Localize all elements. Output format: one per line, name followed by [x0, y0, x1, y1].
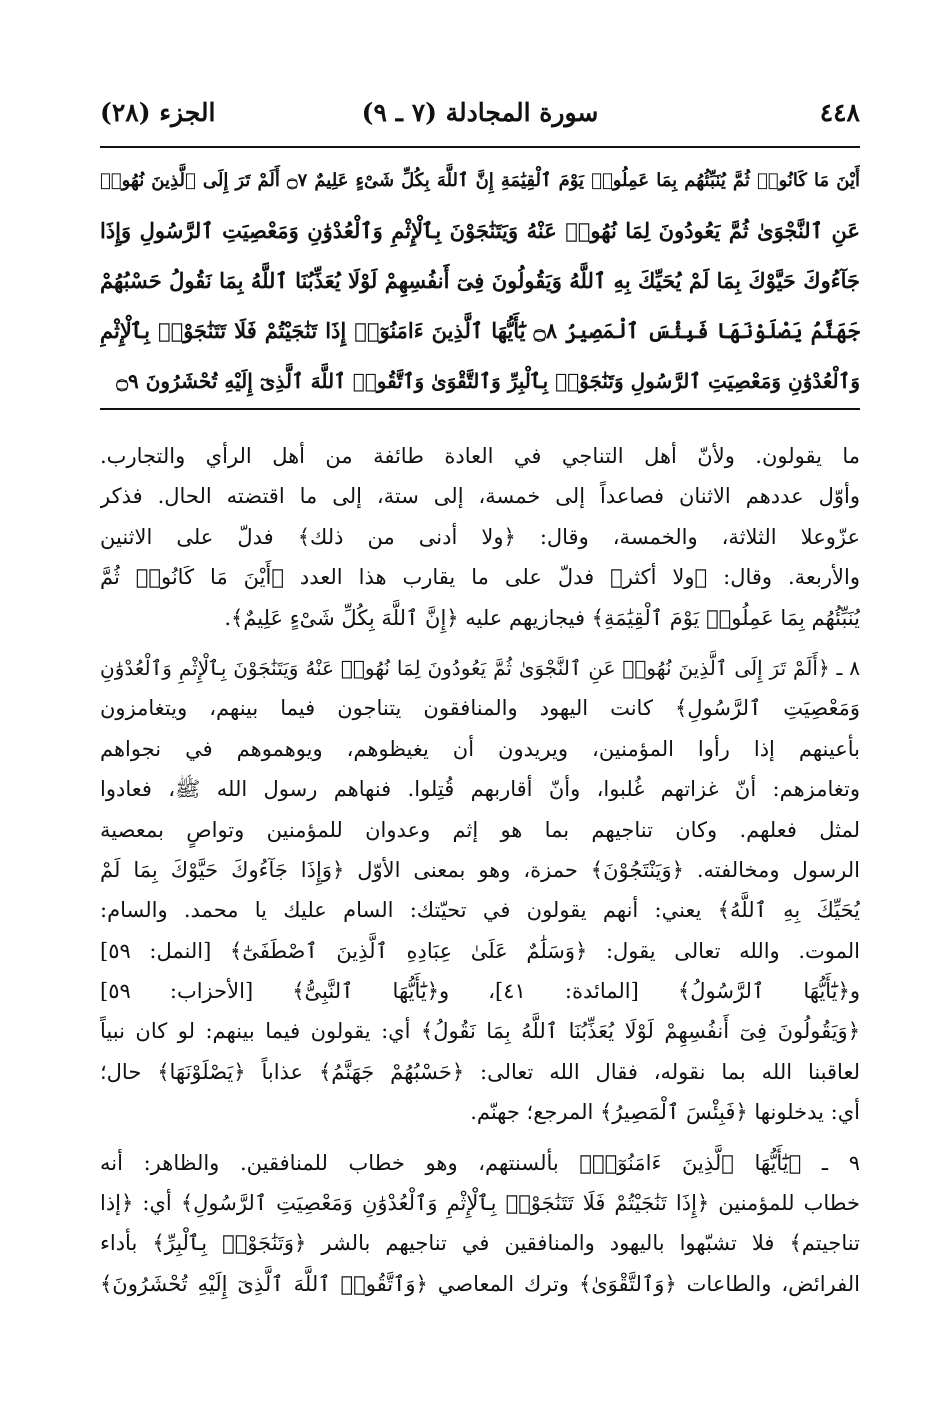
- commentary-line: يُحَيِّكَ بِهِ ٱللَّهُ﴾ يعني: أنهم يقولون في تحيّتك: السام عليك يا محمد. والسام:: [100, 898, 860, 923]
- commentary-line: خطاب للمؤمنين ﴿إِذَا تَنَٰجَيْتُمْ فَلَا تَتَنَٰجَوْا۟ بِٱلْإِثْمِ وَٱلْعُدْوَٰنِ وَمَعْصِيَتِ ٱلرَّسُولِ﴾ أي: ﴿إذا: [100, 1191, 860, 1216]
- commentary-line: وتغامزهم: أنّ غزاتهم غُلبوا، وأنّ أقاربهم قُتِلوا. فنهاهم رسول الله ﷺ، فعادوا: [100, 777, 860, 802]
- commentary-line: لمثل فعلهم. وكان تناجيهم بما هو إثم وعدوان للمؤمنين وتواصٍ بمعصية: [100, 817, 860, 842]
- juz-label: الجزء (٢٨): [100, 98, 216, 127]
- commentary-line: وأوّل عددهم الاثنان فصاعداً إلى خمسة، إلى ستة، إلى ما اقتضته الحال. فذكر: [100, 484, 860, 509]
- verse-line: وَٱلْعُدْوَٰنِ وَمَعْصِيَتِ ٱلرَّسُولِ وَتَنَٰجَوْا۟ بِٱلْبِرِّ وَٱلتَّقْوَىٰ وَٱتَّقُوا۟ ٱللَّهَ ٱلَّذِىٓ إِلَيْهِ تُحْشَرُونَ ۝٩: [116, 369, 860, 393]
- commentary-line: ما يقولون. ولأنّ أهل التناجي في العادة طائفة من أهل الرأي والتجارب.: [100, 444, 860, 468]
- commentary-line: وَمَعْصِيَتِ ٱلرَّسُولِ﴾ كانت اليهود والمنافقون يتناجون فيما بينهم، ويتغامزون: [100, 696, 860, 721]
- verses-divider: [100, 408, 860, 410]
- commentary-line: والأربعة. وقال: ﴿ولا أكثر﴾ فدلّ على ما يقارب هذا العدد ﴿أَيْنَ مَا كَانُوا۟ ثُمَّ: [100, 565, 860, 590]
- commentary-line: الفرائض، والطاعات ﴿وَٱلتَّقْوَىٰ﴾ وترك المعاصي ﴿وَٱتَّقُوا۟ ٱللَّهَ ٱلَّذِىٓ إِلَيْهِ تُحْشَرُونَ﴾: [100, 1271, 860, 1296]
- commentary-line: ﴿وَيَقُولُونَ فِىٓ أَنفُسِهِمْ لَوْلَا يُعَذِّبُنَا ٱللَّهُ بِمَا نَقُولُ﴾ أي: يقولون فيما بينهم: لو كان نبياً: [100, 1019, 860, 1044]
- commentary-line: و﴿يَٰٓأَيُّهَا ٱلرَّسُولُ﴾ [المائدة: ٤١]، و﴿يَٰٓأَيُّهَا ٱلنَّبِىُّ﴾ [الأحزاب: ٥٩]: [100, 979, 860, 1004]
- commentary-text: [100, 436, 860, 1304]
- commentary-line: ٨ ـ ﴿أَلَمْ تَرَ إِلَى ٱلَّذِينَ نُهُوا۟ عَنِ ٱلنَّجْوَىٰ ثُمَّ يَعُودُونَ لِمَا نُهُوا۟ عَنْهُ وَيَتَنَٰجَوْنَ بِٱلْإِثْمِ وَٱلْعُدْوَٰنِ: [100, 655, 860, 680]
- verse-line: جَهَنَّمُ يَصْلَوْنَهَا فَبِئْسَ ٱلْمَصِيرُ ۝٨ يَٰٓأَيُّهَا ٱلَّذِينَ ءَامَنُوٓا۟ إِذَا تَنَٰجَيْتُمْ فَلَا تَتَنَٰجَوْا۟ بِٱلْإِثْمِ: [100, 318, 860, 343]
- commentary-line: أي: يدخلونها ﴿فَبِئْسَ ٱلْمَصِيرُ﴾ المرجع؛ جهنّم.: [470, 1100, 860, 1125]
- commentary-line: يُنَبِّئُهُم بِمَا عَمِلُوا۟ يَوْمَ ٱلْقِيَٰمَةِ﴾ فيجازيهم عليه ﴿إِنَّ ٱللَّهَ بِكُلِّ شَىْءٍ عَلِيمٌ﴾.: [224, 605, 860, 630]
- verse-line: أَيْنَ مَا كَانُوا۟ ثُمَّ يُنَبِّئُهُم بِمَا عَمِلُوا۟ يَوْمَ ٱلْقِيَٰمَةِ إِنَّ ٱللَّهَ بِكُلِّ شَىْءٍ عَلِيمٌ ۝٧ أَلَمْ تَرَ إِلَى ٱلَّذِينَ نُهُوا۟: [100, 170, 860, 191]
- commentary-line: عزّوعلا الثلاثة، والخمسة، وقال: ﴿ولا أدنى من ذلك﴾ فدلّ على الاثنين: [100, 524, 860, 549]
- commentary-line: لعاقبنا الله بما نقوله، فقال الله تعالى: ﴿حَسْبُهُمْ جَهَنَّمُ﴾ عذاباً ﴿يَصْلَوْنَهَا﴾ حال؛: [100, 1059, 860, 1084]
- page-header: [100, 98, 860, 142]
- commentary-line: الموت. والله تعالى يقول: ﴿وَسَلَٰمٌ عَلَىٰ عِبَادِهِ ٱلَّذِينَ ٱصْطَفَىٰٓ﴾ [النمل: ٥٩]: [100, 938, 860, 963]
- commentary-line: الرسول ومخالفته. ﴿وَيَنْتَجُوْنَ﴾ حمزة، وهو بمعنى الأوّل ﴿وَإِذَا جَآءُوكَ حَيَّوْكَ بِمَا لَمْ: [100, 857, 860, 882]
- commentary-line: بأعينهم إذا رأوا المؤمنين، ويريدون أن يغيظوهم، ويوهموهم في نجواهم: [100, 736, 860, 761]
- header-divider: [100, 146, 860, 148]
- commentary-line: ٩ ـ ﴿يَٰٓأَيُّهَا ٱلَّذِينَ ءَامَنُوٓا۟﴾ بألسنتهم، وهو خطاب للمنافقين. والظاهر: أنه: [100, 1150, 860, 1175]
- page-number: ٤٤٨: [819, 98, 860, 127]
- verse-line: جَآءُوكَ حَيَّوْكَ بِمَا لَمْ يُحَيِّكَ بِهِ ٱللَّهُ وَيَقُولُونَ فِىٓ أَنفُسِهِمْ لَوْلَا يُعَذِّبُنَا ٱللَّهُ بِمَا نَقُولُ حَسْبُهُمْ: [100, 268, 860, 293]
- quran-verses-block: [100, 156, 860, 406]
- sura-title: سورة المجادلة (٧ ـ ٩): [361, 98, 599, 127]
- commentary-line: تناجيتم﴾ فلا تشبّهوا باليهود والمنافقين في تناجيهم بالشر ﴿وَتَنَٰجَوْا۟ بِٱلْبِرِّ﴾ بأداء: [100, 1231, 860, 1256]
- verse-line: عَنِ ٱلنَّجْوَىٰ ثُمَّ يَعُودُونَ لِمَا نُهُوا۟ عَنْهُ وَيَتَنَٰجَوْنَ بِٱلْإِثْمِ وَٱلْعُدْوَٰنِ وَمَعْصِيَتِ ٱلرَّسُولِ وَإِذَا: [100, 218, 860, 243]
